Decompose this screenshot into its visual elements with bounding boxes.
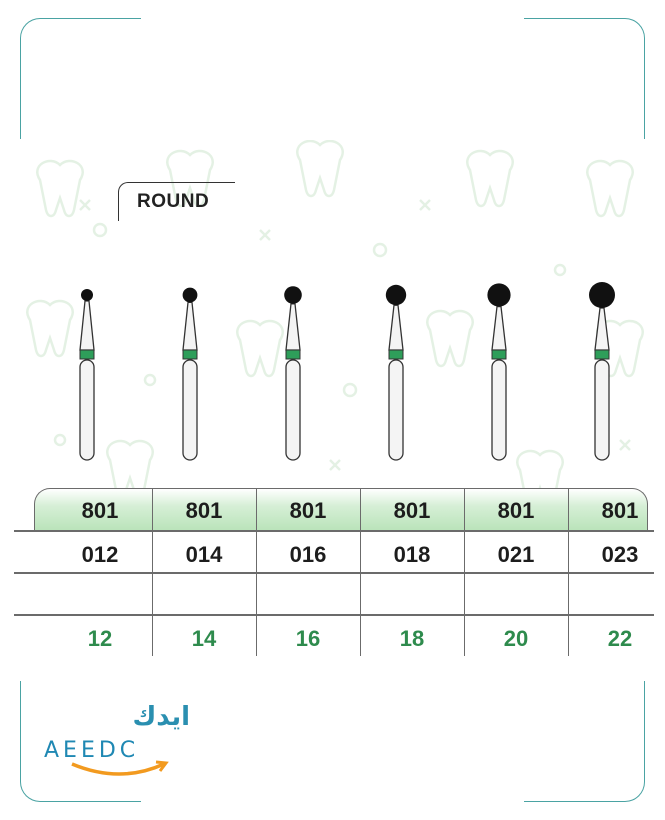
table-cell-ref: 801 [393,498,431,523]
category-label: ROUND [137,191,210,212]
row-divider [14,530,654,532]
frame-corner-bottom-right [524,681,645,802]
bur-icon [80,289,94,460]
column-divider [152,488,153,656]
table-cell-size: 021 [497,542,535,567]
logo-swoosh-icon [70,758,170,782]
aeedc-logo [44,702,194,782]
table-cell-iso: 12 [87,626,113,651]
bur-illustrations [0,280,665,470]
category-label-box [118,182,235,221]
bur-icon [487,283,510,460]
logo-latin-text: AEEDC [44,738,140,763]
table-cell-ref: 801 [601,498,639,523]
table-cell-size: 016 [289,542,327,567]
table-cell-size: 014 [185,542,223,567]
table-cell-size: 012 [81,542,119,567]
column-divider [360,488,361,656]
bur-icon [589,282,615,460]
column-divider [464,488,465,656]
bur-icon [284,286,302,460]
row-divider [14,614,654,616]
table-cell-ref: 801 [81,498,119,523]
table-cell-size: 018 [393,542,431,567]
row-divider [14,572,654,574]
column-divider [256,488,257,656]
table-cell-iso: 14 [191,626,217,651]
table-cell-iso: 16 [295,626,321,651]
frame-corner-top-left [20,18,141,139]
table-cell-iso: 18 [399,626,425,651]
table-cell-iso: 20 [503,626,529,651]
table-cell-iso: 22 [607,626,633,651]
table-cell-ref: 801 [185,498,223,523]
bur-icon [386,285,406,460]
table-cell-ref: 801 [497,498,535,523]
table-cell-ref: 801 [289,498,327,523]
bur-icon [183,288,198,460]
frame-corner-top-right [524,18,645,139]
logo-arabic-text: ايدك [132,702,190,732]
column-divider [568,488,569,656]
table-cell-size: 023 [601,542,639,567]
